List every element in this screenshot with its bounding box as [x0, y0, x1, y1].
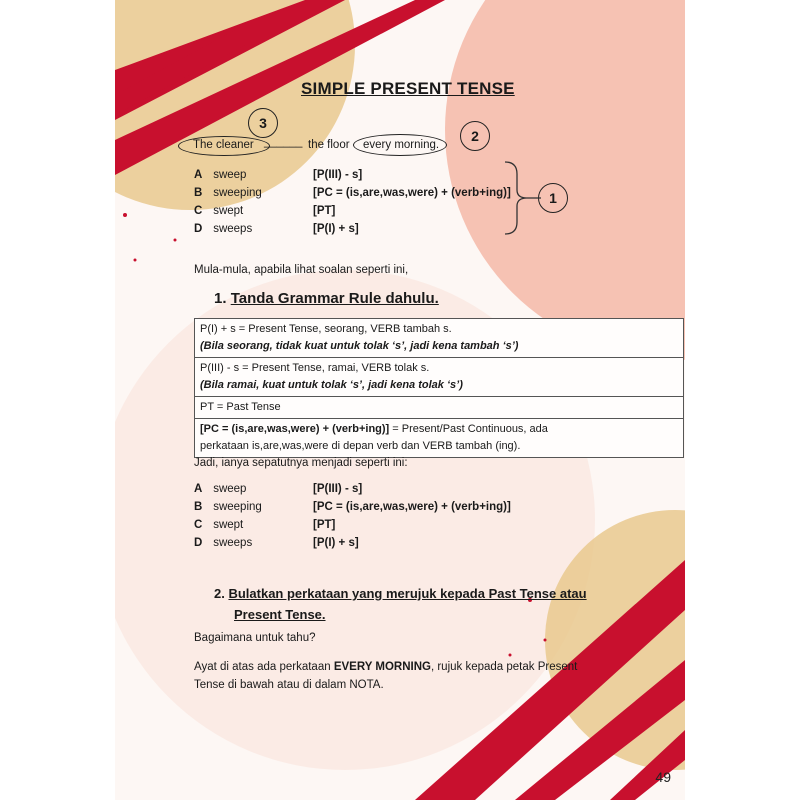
question-subject: The cleaner [193, 139, 254, 151]
rule-c: [PT] [313, 205, 336, 217]
table-row: P(III) - s = Present Tense, ramai, VERB tolak s. (Bila ramai, kuat untuk tolak ‘s’, jadi kena tolak ‘s’) [195, 358, 684, 397]
table-row: [PC = (is,are,was,were) + (verb+ing)] = Present/Past Continuous, ada perkataan is,are,was,were di depan verb dan VERB tambah (ing). [195, 419, 684, 458]
option-b: B sweeping [194, 187, 262, 199]
marker-1: 1 [538, 183, 568, 213]
options-list-2 [194, 480, 262, 552]
option-c: C swept [194, 519, 244, 531]
options-list-1 [194, 166, 262, 238]
rule-d: [P(I) + s] [313, 223, 359, 235]
marker-2: 2 [460, 121, 490, 151]
how-question: Bagaimana untuk tahu? [194, 632, 316, 644]
question-blank: ______ [264, 136, 303, 148]
question-time-phrase: every morning. [363, 139, 440, 151]
rules-list-2 [313, 480, 511, 552]
question-middle: the floor [308, 139, 350, 151]
option-b: B sweeping [194, 501, 262, 513]
table-row: P(I) + s = Present Tense, seorang, VERB tambah s. (Bila seorang, tidak kuat untuk tolak ‘s’, jadi kena tambah ‘s’) [195, 319, 684, 358]
rules-list-1 [313, 166, 511, 238]
rule-a: [P(III) - s] [313, 169, 363, 181]
grammar-rule-table [194, 318, 684, 458]
marker-3: 3 [248, 108, 278, 138]
option-a: A sweep [194, 169, 247, 181]
rule-c: [PT] [313, 519, 336, 531]
option-a: A sweep [194, 483, 247, 495]
option-c: C swept [194, 205, 244, 217]
page-title: SIMPLE PRESENT TENSE [301, 79, 515, 98]
option-d: D sweeps [194, 537, 253, 549]
intro-text: Mula-mula, apabila lihat soalan seperti ini, [194, 264, 409, 276]
page-number: 49 [655, 769, 671, 785]
option-d: D sweeps [194, 223, 253, 235]
explanation: Ayat di atas ada perkataan EVERY MORNING, rujuk kepada petak Present Tense di bawah atau di dalam NOTA. [194, 661, 578, 691]
rule-d: [P(I) + s] [313, 537, 359, 549]
book-page [115, 0, 685, 800]
step2-heading: 2. Bulatkan perkataan yang merujuk kepada Past Tense atau Present Tense. [214, 586, 587, 622]
step1-heading: 1. Tanda Grammar Rule dahulu. [214, 290, 439, 307]
rule-a: [P(III) - s] [313, 483, 363, 495]
rule-b: [PC = (is,are,was,were) + (verb+ing)] [313, 187, 511, 199]
table-row: PT = Past Tense [195, 397, 684, 419]
after-table-text: Jadi, ianya sepatutnya menjadi seperti ini: [194, 457, 408, 469]
rule-b: [PC = (is,are,was,were) + (verb+ing)] [313, 501, 511, 513]
